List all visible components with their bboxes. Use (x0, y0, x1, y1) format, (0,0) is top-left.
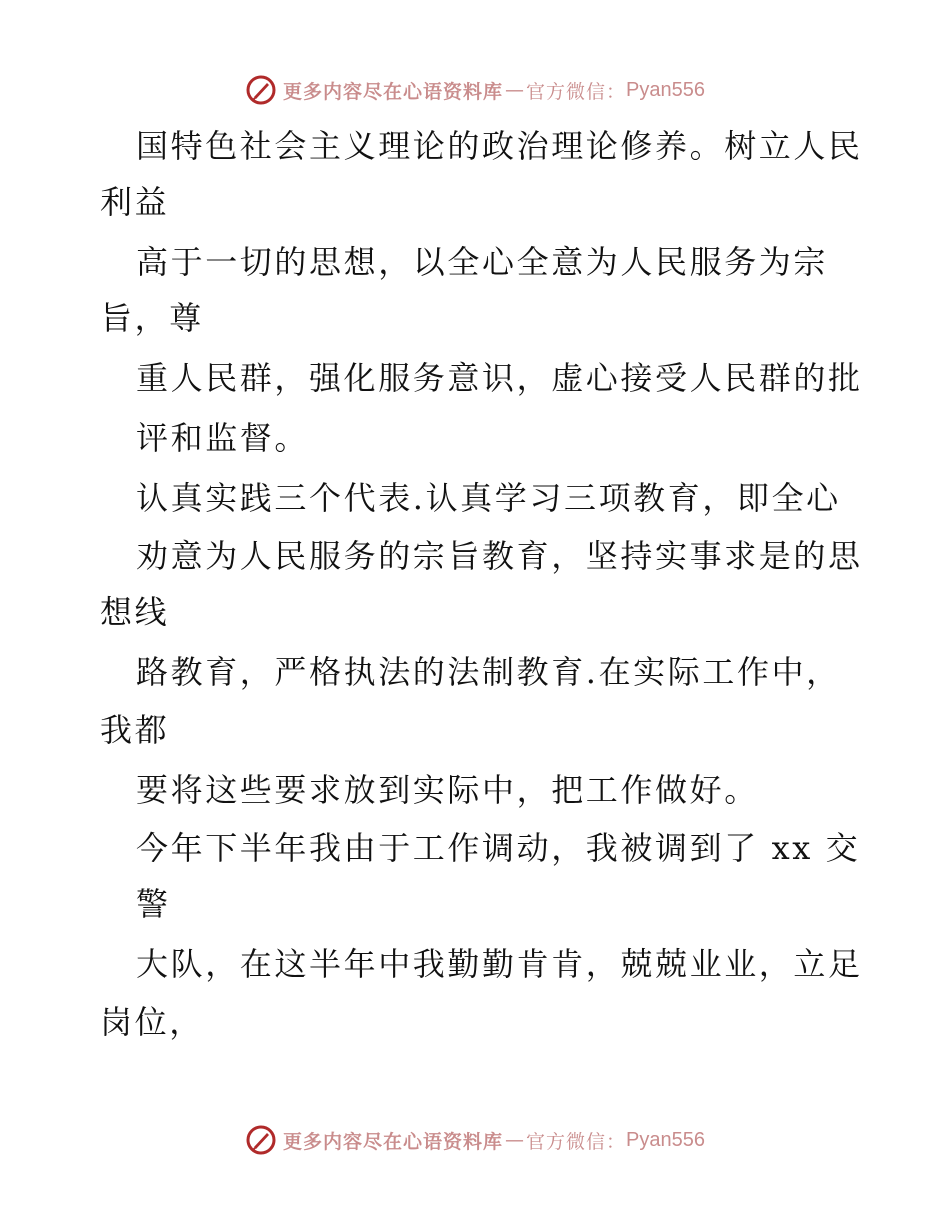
body-line: 利益 (100, 183, 170, 221)
body-line: 大队，在这半年中我勤勤肯肯，兢兢业业，立足 (136, 945, 863, 983)
header-banner (0, 70, 950, 110)
body-line: 警 (136, 885, 171, 923)
footer-wechat-label: 官方微信： (526, 1130, 627, 1153)
header-wechat-label: 官方微信： (526, 80, 627, 103)
body-line: 旨，尊 (100, 299, 204, 337)
body-line: 国特色社会主义理论的政治理论修养。树立人民 (136, 127, 863, 165)
feather-logo-icon (245, 1124, 277, 1156)
header-wechat-handle: Pyan556 (626, 78, 705, 101)
body-line: 高于一切的思想，以全心全意为人民服务为宗 (136, 243, 829, 281)
footer-wechat-handle: Pyan556 (626, 1128, 705, 1151)
body-line: 重人民群，强化服务意识，虚心接受人民群的批 (136, 359, 863, 397)
footer-promo-text: 更多内容尽在心语资料库 (283, 1130, 504, 1153)
header-separator: — (505, 79, 525, 101)
body-line: 劝意为人民服务的宗旨教育，坚持实事求是的思 (136, 537, 863, 575)
feather-logo-icon (245, 74, 277, 106)
body-line: 评和监督。 (136, 419, 310, 457)
body-line: 今年下半年我由于工作调动，我被调到了 xx 交 (136, 829, 861, 867)
body-line: 我都 (100, 711, 170, 749)
header-promo-text: 更多内容尽在心语资料库 (283, 80, 504, 103)
body-line: 想线 (100, 593, 170, 631)
body-line: 岗位， (100, 1003, 204, 1041)
footer-banner (0, 1120, 950, 1160)
body-line: 要将这些要求放到实际中，把工作做好。 (136, 771, 759, 809)
body-line: 路教育，严格执法的法制教育.在实际工作中， (136, 653, 841, 691)
footer-separator: — (505, 1129, 525, 1151)
body-line: 认真实践三个代表.认真学习三项教育，即全心 (136, 479, 841, 517)
